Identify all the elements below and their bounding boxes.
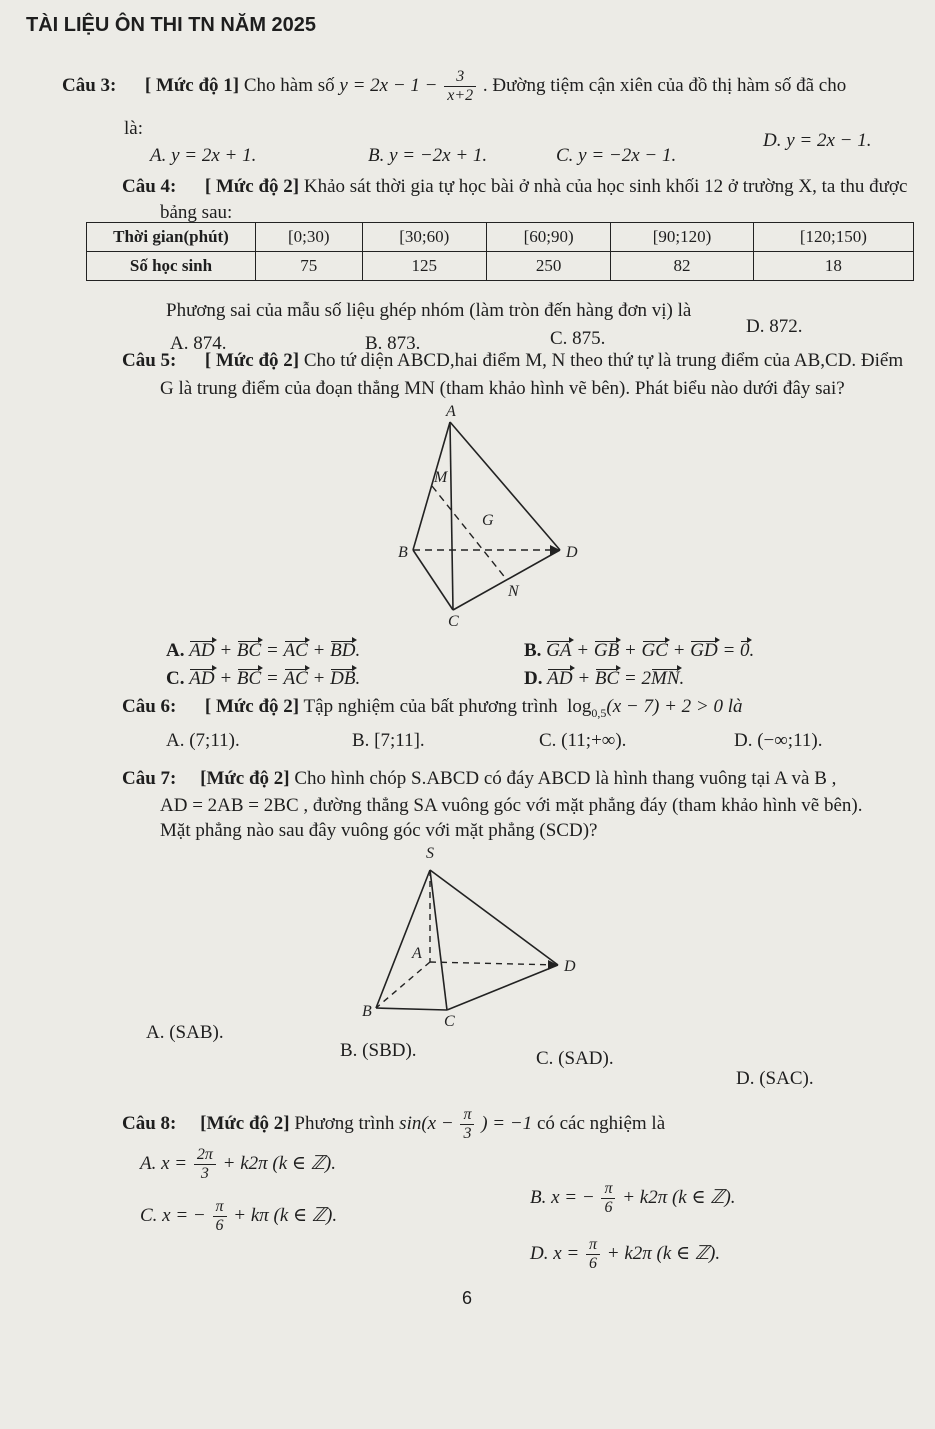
table-cell: 18: [753, 252, 913, 281]
q8-text: Phương trình: [294, 1112, 395, 1134]
q7-text2: AD = 2AB = 2BC , đường thẳng SA vuông góc với mặt phẳng đáy (tham khảo hình vẽ bên).: [160, 795, 863, 816]
table-cell: 125: [362, 252, 486, 281]
q7-level: [Mức độ 2]: [200, 768, 290, 789]
figure-label-d: D: [566, 544, 578, 561]
q7-option-d: D. (SAC).: [736, 1068, 814, 1089]
question-5-line: [122, 350, 903, 372]
question-3-line: [62, 68, 846, 105]
figure-label-c: C: [444, 1013, 455, 1030]
q5-text2: G là trung điểm của đoạn thẳng MN (tham khảo hình vẽ bên). Phát biểu nào dưới đây sai?: [160, 378, 845, 399]
q6-number: Câu 6:: [122, 696, 177, 717]
q5-option-a: A. AD + BC = AC + BD.: [166, 640, 361, 661]
q5-text: Cho tứ diện ABCD,hai điểm M, N theo thứ tự là trung điểm của AB,CD. Điểm: [303, 350, 904, 371]
table-cell: 250: [486, 252, 610, 281]
q3-fraction: $\frac{3}{x+2}$: [444, 68, 476, 105]
q3-text: Cho hàm số: [243, 74, 335, 96]
q6-option-d: D. (−∞;11).: [734, 730, 823, 751]
table-cell: [60;90): [486, 223, 610, 252]
q3-text-after: . Đường tiệm cận xiên của đồ thị hàm số đã cho: [482, 74, 847, 96]
page-number: 6: [462, 1288, 473, 1308]
q3-option-c: C. y = −2x − 1.: [556, 145, 677, 166]
table-header-time: Thời gian(phút): [87, 223, 256, 252]
q5-option-b: B. GA + GB + GC + GD = 0.: [524, 640, 755, 661]
table-row: [87, 252, 914, 281]
figure-label-b: B: [362, 1003, 372, 1020]
table-row: [87, 223, 914, 252]
q6-option-a: A. (7;11).: [166, 730, 240, 751]
figure-label-a: A: [412, 945, 422, 962]
q5-level: [ Mức độ 2]: [204, 350, 300, 371]
table-cell: [30;60): [362, 223, 486, 252]
q4-number: Câu 4:: [122, 176, 177, 197]
figure-label-g: G: [482, 512, 494, 529]
q7-number: Câu 7:: [122, 768, 177, 789]
q4-text: Khảo sát thời gia tự học bài ở nhà của học sinh khối 12 ở trường X, ta thu được: [303, 176, 908, 197]
q5-option-c: C. AD + BC = AC + DB.: [166, 668, 361, 689]
figure-label-s: S: [426, 845, 434, 862]
q8-number: Câu 8:: [122, 1112, 177, 1134]
table-cell: 82: [611, 252, 753, 281]
q6-level: [ Mức độ 2]: [204, 696, 300, 717]
q3-level: [ Mức độ 1]: [144, 74, 240, 96]
figure-label-c: C: [448, 613, 459, 630]
table-cell: [90;120): [611, 223, 753, 252]
q3-option-a: A. y = 2x + 1.: [150, 145, 257, 166]
table-cell: 75: [256, 252, 363, 281]
q7-option-b: B. (SBD).: [340, 1040, 417, 1061]
q6-text: Tập nghiệm của bất phương trình: [303, 696, 558, 717]
question-4-line: [122, 176, 907, 198]
figure-label-m: M: [434, 469, 448, 486]
q3-function: y = 2x − 1 −: [339, 74, 438, 96]
q5-option-d: D. AD + BC = 2MN.: [524, 668, 685, 689]
q3-la: là:: [124, 118, 143, 139]
q5-number: Câu 5:: [122, 350, 177, 371]
table-cell: [120;150): [753, 223, 913, 252]
q4-option-d: D. 872.: [746, 316, 803, 337]
q4-text2: bảng sau:: [160, 202, 233, 223]
q4-question: Phương sai của mẫu số liệu ghép nhóm (làm tròn đến hàng đơn vị) là: [166, 300, 692, 321]
q4-level: [ Mức độ 2]: [204, 176, 300, 197]
figure-label-b: B: [398, 544, 408, 561]
q3-option-d: D. y = 2x − 1.: [763, 130, 872, 151]
q4-option-b: B. 873.: [365, 333, 421, 354]
table-header-students: Số học sinh: [87, 252, 256, 281]
q8-option-a: A. x = $\frac{2\pi}{3}$ + k2π (k ∈ ℤ).: [140, 1146, 336, 1182]
q3-option-b: B. y = −2x + 1.: [368, 145, 488, 166]
q8-text-after: có các nghiệm là: [536, 1112, 666, 1134]
question-8-line: Câu 8: [Mức độ 2] Phương trình sin(x − $\frac{\pi}{3}$ ) = −1 có các nghiệm là: [122, 1106, 666, 1142]
q7-text3: Mặt phẳng nào sau đây vuông góc với mặt phẳng (SCD)?: [160, 820, 598, 841]
q4-option-c: C. 875.: [550, 328, 606, 349]
question-6-line: Câu 6: [ Mức độ 2] Tập nghiệm của bất phương trình $\log_{0,5}(x - 7) + 2 > 0$ là: [122, 696, 743, 720]
pyramid-figure: [352, 840, 592, 1030]
table-cell: [0;30): [256, 223, 363, 252]
q8-option-c: C. x = − $\frac{\pi}{6}$ + kπ (k ∈ ℤ).: [140, 1198, 338, 1234]
document-header: TÀI LIỆU ÔN THI TN NĂM 2025: [26, 14, 317, 36]
q8-option-d: D. x = $\frac{\pi}{6}$ + k2π (k ∈ ℤ).: [530, 1236, 721, 1272]
tetrahedron-figure: [380, 400, 600, 630]
q8-level: [Mức độ 2]: [200, 1112, 290, 1134]
question-7-line: [122, 768, 836, 790]
frequency-table: [86, 222, 914, 281]
q7-option-a: A. (SAB).: [146, 1022, 224, 1043]
figure-label-a: A: [446, 403, 456, 420]
q8-option-b: B. x = − $\frac{\pi}{6}$ + k2π (k ∈ ℤ).: [530, 1180, 736, 1216]
q7-text: Cho hình chóp S.ABCD có đáy ABCD là hình thang vuông tại A và B ,: [294, 768, 837, 789]
q3-number: Câu 3:: [62, 74, 117, 96]
figure-label-d: D: [564, 958, 576, 975]
figure-label-n: N: [508, 583, 519, 600]
q7-option-c: C. (SAD).: [536, 1048, 614, 1069]
q4-option-a: A. 874.: [170, 333, 227, 354]
q6-option-c: C. (11;+∞).: [539, 730, 627, 751]
q6-option-b: B. [7;11].: [352, 730, 425, 751]
